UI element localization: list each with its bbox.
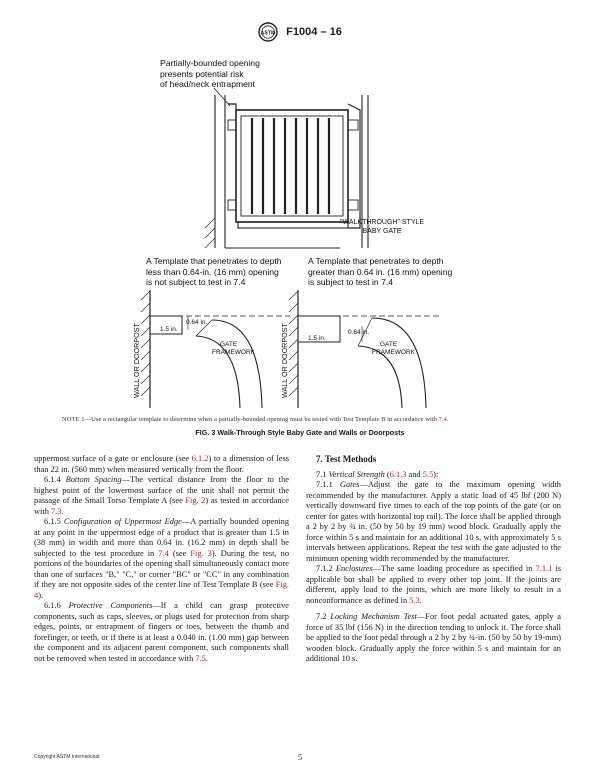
framework-label-left-2: FRAMEWORK <box>212 349 255 356</box>
paragraph-6-1-4: 6.1.4 Bottom Spacing—The vertical distance from the floor to the highest point of the lowermost surface of the unit shall not permit the passage of the Small Torso Template A (see Fig. 2) as tested in accordance with 7.3. <box>34 475 289 516</box>
paragraph-7-1-2: 7.1.2 Enclosures—The same loading procedure as specified in 7.1.1 is applicable but shall be applied to every other top joint. If the joints are different, apply load to the joints, which are more likely to result in a nonconformance as defined in 5.3. <box>306 564 561 605</box>
ref-link[interactable]: 5.5 <box>422 469 434 479</box>
framework-label-right-1: GATE <box>380 341 398 348</box>
label-template-right: A Template that penetrates to depth greater than 0.64 in. (16 mm) opening is subject to test in 7.4 <box>308 256 453 287</box>
paragraph-6-1-3-cont: uppermost surface of a gate or enclosure (see 6.1.2) to a dimension of less than 22 in. (560 mm) when measured vertically from the floor. <box>34 454 289 474</box>
standard-number: F1004 – 16 <box>286 26 342 38</box>
label-gate-style: "WALKTHROUGH" STYLE BABY GATE <box>340 219 425 235</box>
figure-caption: FIG. 3 Walk-Through Style Baby Gate and Walls or Doorposts <box>195 428 405 437</box>
ref-link[interactable]: 7.4 <box>158 548 169 558</box>
left-column <box>34 454 289 664</box>
dim-width-right: 1.5 in. <box>308 335 326 342</box>
ref-link[interactable]: 6.1.2 <box>191 454 209 463</box>
svg-text:ASTM: ASTM <box>260 30 276 37</box>
paragraph-6-1-5: 6.1.5 Configuration of Uppermost Edge—A partially bounded opening at any point in the uppermost edge of a product that is greater than 1.5 in (38 mm) in width and more than 0.64 in. (16.2 mm) in depth shall be subjected to the test procedure in 7.4 (see Fig. 3). During the test, no portions of the boundaries of the opening shall simultaneously contact more than one of surfaces "B," "C," or corner "BC" or "CC" in any combination if they are not opposite sides of the center line of Test Template B (see Fig. 4). <box>34 517 290 600</box>
dim-depth-left: 0.64 in. <box>186 319 208 326</box>
wall-label-left: WALL OR DOORPOST <box>132 323 141 398</box>
label-template-left: A Template that penetrates to depth less than 0.64-in. (16 mm) opening is not subject to test in 7.4 <box>146 256 282 287</box>
label-opening-risk: Partially-bounded opening presents potential risk of head/neck entrapment <box>160 58 260 89</box>
paragraph-6-1-6: 6.1.6 Protective Components—If a child can grasp protective components, such as caps, sleeves, or plugs used for protection from sharp edges, points, or entrapment of fingers or toes, between the thumb and forefinger, or teeth, or if there is at least a 0.040 in. (1.00 mm) gap between the component and its adjacent parent component, such components shall not be removed when tested in accordance with 7.5. <box>34 601 290 663</box>
ref-link[interactable]: 7.4 <box>438 416 447 423</box>
figure-note: NOTE 1—Use a rectangular template to determine when a partially-bounded opening must be tested with Test Template B in accordance with 7.4. <box>62 416 449 423</box>
dim-width-left: 1.5 in. <box>160 326 178 333</box>
ref-link[interactable]: 6.1.3 <box>389 469 407 479</box>
paragraph-7-2: 7.2 Locking Mechanism Test—For foot pedal actuated gates, apply a force of 35 lbf (156 N) in the direction tending to unlock it. The force shall be applied to the foot pedal through a 2 by 2 by ¾-in. (50 by 50 by 19-mm) wooden block. Gradually apply the force within 5 s and maintain for an additional 10 s. <box>306 612 561 663</box>
ref-link[interactable]: Fig. 3 <box>190 548 212 558</box>
ref-link[interactable]: Fig. 2 <box>185 496 206 505</box>
wall-label-right: WALL OR DOORPOST <box>280 323 289 398</box>
ref-link[interactable]: Fig. 4 <box>34 580 289 600</box>
ref-link[interactable]: 7.3 <box>50 506 62 516</box>
ref-link[interactable]: 5.3 <box>409 595 420 605</box>
paragraph-7-1-1: 7.1.1 Gates—Adjust the gate to the maximum opening width recommended by the manufacturer. Apply a static load of 45 lbf (200 N) vertically downward five times to each of the top points of the gate (or on center for gates with horizontal top rail). The force shall be applied through a 2 by 2 by ¾ in. (50 by 50 by 19 mm) wood block. Gradually apply the force within 5 s and maintain for an additional 10 s, with approximately 5 s intervals between applications. Repeat the test with the gate adjusted to the minimum opening width recommended by the manufacturer. <box>306 480 561 563</box>
page-number: 5 <box>297 752 303 762</box>
copyright-notice: Copyright ASTM International <box>34 754 100 760</box>
diagram-right <box>289 290 440 408</box>
ref-link[interactable]: 7.1.1 <box>535 564 553 573</box>
section-heading-test-methods: 7. Test Methods <box>316 454 377 464</box>
right-column <box>306 454 561 665</box>
paragraph-7-1: 7.1 Vertical Strength (6.1.3 and 5.5): <box>316 469 439 479</box>
framework-label-left-1: GATE <box>220 341 238 348</box>
ref-link[interactable]: 7.5 <box>195 653 206 663</box>
framework-label-right-2: FRAMEWORK <box>372 349 415 356</box>
dim-depth-right: 0.64 in. <box>348 329 370 336</box>
